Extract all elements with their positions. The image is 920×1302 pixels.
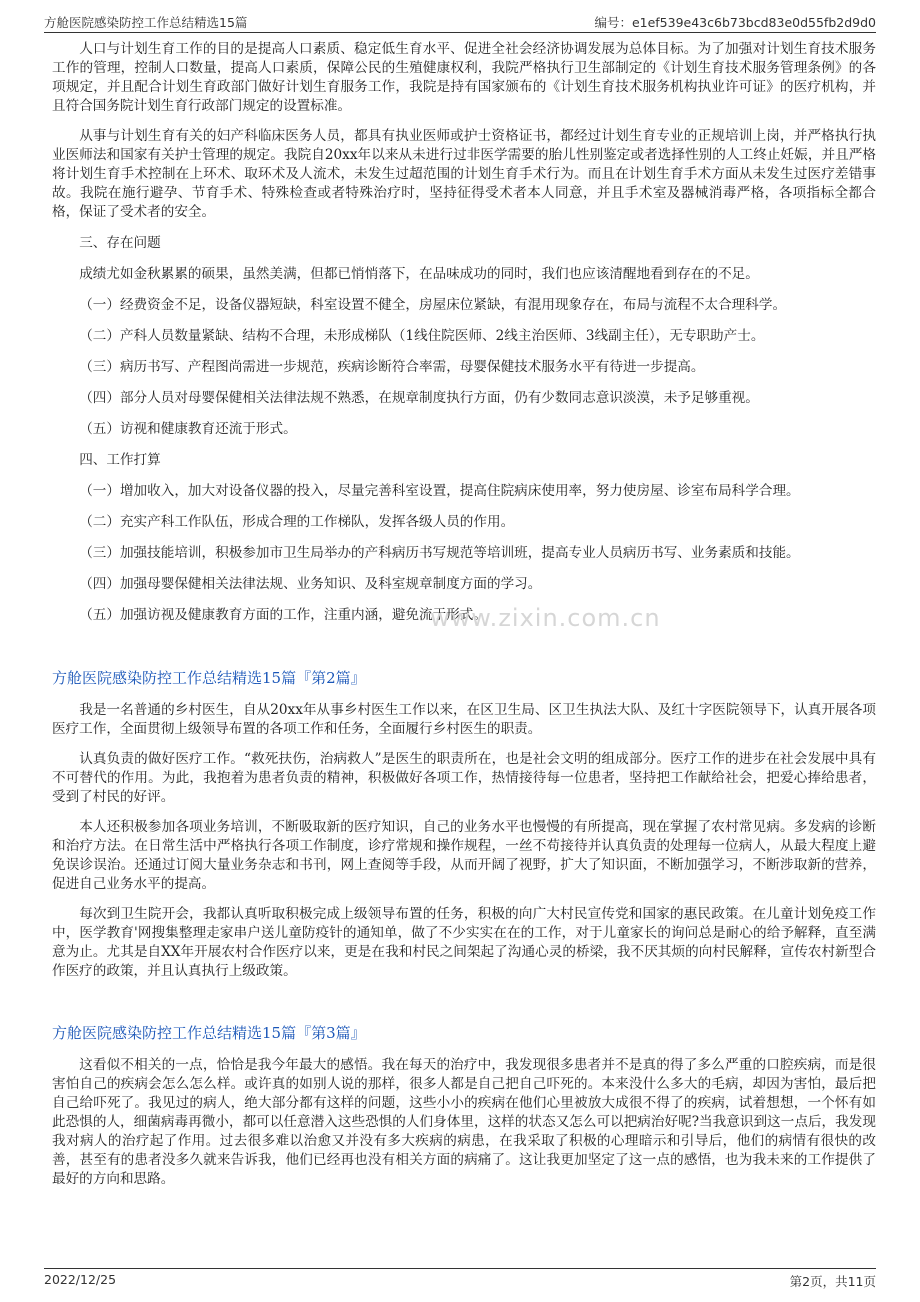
body-paragraph: 我是一名普通的乡村医生，自从20xx年从事乡村医生工作以来，在区卫生局、区卫生执法大队、及红十字医院领导下，认真开展各项医疗工作，全面贯彻上级领导布置的各项工作和任务，全面履行乡村医生的职责。 — [52, 702, 876, 737]
chapter-title: 方舱医院感染防控工作总结精选15篇『第2篇』 — [52, 669, 366, 687]
list-item: （五）访视和健康教育还流于形式。 — [79, 421, 297, 437]
list-item: （二）充实产科工作队伍，形成合理的工作梯队，发挥各级人员的作用。 — [79, 514, 515, 530]
list-item: （五）加强访视及健康教育方面的工作，注重内涵，避免流于形式。 — [79, 607, 487, 623]
document-title: 方舱医院感染防控工作总结精选15篇 — [44, 15, 248, 30]
list-item: （三）加强技能培训，积极参加市卫生局举办的产科病历书写规范等培训班，提高专业人员病历书写、业务素质和技能。 — [79, 545, 800, 561]
page-number: 第2页，共11页 — [789, 1274, 876, 1289]
document-id: 编号：e1ef539e43c6b73bcd83e0d55fb2d9d0 — [594, 15, 876, 30]
watermark: www.zixin.com.cn — [430, 604, 661, 632]
list-item: （三）病历书写、产程图尚需进一步规范，疾病诊断符合率需，母婴保健技术服务水平有待进一步提高。 — [79, 359, 705, 375]
page-footer — [44, 1268, 876, 1291]
list-item: （四）加强母婴保健相关法律法规、业务知识、及科室规章制度方面的学习。 — [79, 576, 542, 592]
body-paragraph: 成绩尤如金秋累累的硕果，虽然美满，但都已悄悄落下，在品味成功的同时，我们也应该清醒地看到存在的不足。 — [79, 266, 759, 282]
body-paragraph: 认真负责的做好医疗工作。“救死扶伤，治病救人”是医生的职责所在，也是社会文明的组成部分。医疗工作的进步在社会发展中具有不可替代的作用。为此，我抱着为患者负责的精神，积极做好各项工作，热情接待每一位患者，坚持把工作献给社会，把爱心捧给患者，受到了村民的好评。 — [52, 751, 876, 805]
body-paragraph: 这看似不相关的一点，恰恰是我今年最大的感悟。我在每天的治疗中，我发现很多患者并不是真的得了多么严重的口腔疾病，而是很害怕自己的疾病会怎么怎么样。或许真的如别人说的那样，很多人都是自己把自己吓死的。本来没什么多大的毛病，却因为害怕，最后把自己给吓死了。我见过的病人，绝大部分都有这样的问题，这些小小的疾病在他们心里被放大成很不得了的疾病，试着想想，一个怀有如此恐惧的人，细菌病毒再微小，都可以任意潜入这些恐惧的人们身体里，这样的状态又怎么可以把病治好呢?当我意识到这一点后，我发现我对病人的治疗起了作用。过去很多难以治愈又并没有多大疾病的病患，在我采取了积极的心理暗示和引导后，他们的病情有很快的改善，甚至有的患者没多久就来告诉我，他们已经再也没有相关方面的病痛了。这让我更加坚定了这一点的感悟，也为我未来的工作提供了最好的方向和思路。 — [52, 1057, 876, 1187]
list-item: （二）产科人员数量紧缺、结构不合理，未形成梯队（1线住院医师、2线主治医师、3线副主任），无专职助产士。 — [79, 328, 765, 344]
footer-date: 2022/12/25 — [44, 1272, 117, 1287]
section-heading: 三、存在问题 — [79, 235, 161, 251]
list-item: （一）增加收入，加大对设备仪器的投入，尽量完善科室设置，提高住院病床使用率，努力使房屋、诊室布局科学合理。 — [79, 483, 800, 499]
section-heading: 四、工作打算 — [79, 452, 161, 468]
body-paragraph: 每次到卫生院开会，我都认真听取积极完成上级领导布置的任务，积极的向广大村民宣传党和国家的惠民政策。在儿童计划免疫工作中，医学教育'网搜集整理走家串户送儿童防疫针的通知单，做了不少实实在在的工作，对于儿童家长的询问总是耐心的给予解释，直至满意为止。尤其是自XX年开展农村合作医疗以来，更是在我和村民之间架起了沟通心灵的桥梁，我不厌其烦的向村民解释，宣传农村新型合作医疗的政策，并且认真执行上级政策。 — [52, 906, 876, 979]
list-item: （一）经费资金不足，设备仪器短缺，科室设置不健全，房屋床位紧缺，有混用现象存在，布局与流程不太合理科学。 — [79, 297, 787, 313]
body-paragraph: 本人还积极参加各项业务培训，不断吸取新的医疗知识，自己的业务水平也慢慢的有所提高，现在掌握了农村常见病。多发病的诊断和治疗方法。在日常生活中严格执行各项工作制度，诊疗常规和操作规程，一丝不苟接待并认真负责的处理每一位病人，从最大程度上避免误诊误治。还通过订阅大量业务杂志和书刊，网上查阅等手段，从而开阔了视野，扩大了知识面，不断加强学习，不断涉取新的营养，促进自己业务水平的提高。 — [52, 819, 876, 892]
chapter-title: 方舱医院感染防控工作总结精选15篇『第3篇』 — [52, 1024, 366, 1042]
body-paragraph: 从事与计划生育有关的妇产科临床医务人员，都具有执业医师或护士资格证书，都经过计划生育专业的正规培训上岗，并严格执行执业医师法和国家有关护士管理的规定。我院自20xx年以来从未进行过非医学需要的胎儿性别鉴定或者选择性别的人工终止妊娠，并且严格将计划生育手术控制在上环术、取环术及人流术，未发生过超范围的计划生育手术行为。而且在计划生育手术方面从未发生过医疗差错事故。我院在施行避孕、节育手术、特殊检查或者特殊治疗时，坚持征得受术者本人同意，并且手术室及器械消毒严格，各项指标全都合格，保证了受术者的安全。 — [52, 128, 876, 220]
list-item: （四）部分人员对母婴保健相关法律法规不熟悉，在规章制度执行方面，仍有少数同志意识淡漠，未予足够重视。 — [79, 390, 759, 406]
body-paragraph: 人口与计划生育工作的目的是提高人口素质、稳定低生育水平、促进全社会经济协调发展为总体目标。为了加强对计划生育技术服务工作的管理，控制人口数量，提高人口素质，保障公民的生殖健康权利，我院严格执行卫生部制定的《计划生育技术服务管理条例》的各项规定，并且配合计划生育政部门做好计划生育服务工作，我院是持有国家颁布的《计划生育技术服务机构执业许可证》的医疗机构，并且符合国务院计划生育行政部门规定的设置标准。 — [52, 41, 876, 114]
page-header — [44, 10, 876, 33]
